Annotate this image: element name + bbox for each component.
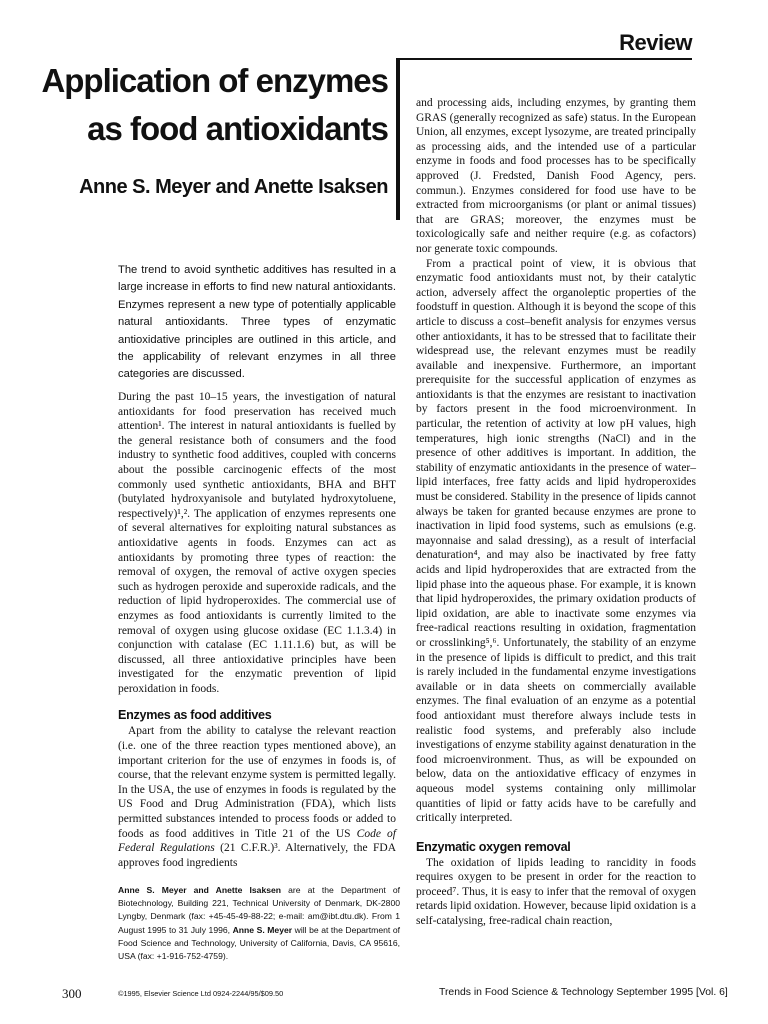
title-rule-horizontal: [396, 58, 692, 60]
food-additives-text-a: Apart from the ability to catalyse the relevant reaction (i.e. one of the three reaction types mentioned above), an important criterion for the use of enzymes in foods is, of course, that the relevant enzyme system is permitted legally. In the USA, the use of enzymes in foods is regulated by the US Food and Drug Administration (FDA), which lists permitted substances intended to process foods or added to foods as food additives in Title 21 of the US: [118, 725, 396, 840]
copyright-line: ©1995, Elsevier Science Ltd 0924-2244/95/$09.50: [118, 989, 284, 998]
section-heading-oxygen-removal: Enzymatic oxygen removal: [416, 839, 571, 854]
page-number: 300: [62, 986, 82, 1001]
article-title-line-1: Application of enzymes: [41, 62, 388, 99]
journal-citation: Trends in Food Science & Technology September 1995 [Vol. 6]: [439, 987, 728, 998]
section-label: Review: [619, 30, 692, 55]
article-title-line-2: as food antioxidants: [87, 110, 388, 147]
footnote-author-name-2: Anne S. Meyer: [232, 924, 293, 935]
gras-paragraph: and processing aids, including enzymes, by granting them GRAS (generally recognized as safe) status. In the European Union, all enzymes, except lysozyme, are treated principally as processing aids, and the intended use of a particular enzyme in foods and food processes has to be specifically approved (J. Fredsted, Danish Food Agency, pers. commun.). Enzymes considered for food use have to be extracted from microorganisms (or plant or animal tissues) that are GRAS; moreover, the enzymes must be toxicologically safe and neither require (e.g. as cofactors) nor generate toxic compounds.: [416, 97, 696, 255]
oxygen-removal-paragraph: The oxidation of lipids leading to rancidity in foods requires oxygen to be present in order for the reaction to proceed⁷. Thus, it is easy to infer that the removal of oxygen retards lipid oxidation. However, because lipid oxidation is a self-catalysing, free-radical chain reaction,: [416, 856, 696, 928]
left-column: [118, 390, 396, 870]
cfr-italic-title: Code of Federal Regulations: [118, 827, 396, 855]
section-heading-food-additives: Enzymes as food additives: [118, 708, 272, 723]
article-abstract: The trend to avoid synthetic additives has resulted in a large increase in efforts to find new natural antioxidants. Enzymes represent a new type of potentially applicable natural antioxidants. Three types of enzymatic antioxidative principles are outlined in this article, and the applicability of relevant enzymes in all three categories are discussed.: [118, 264, 396, 381]
article-authors: Anne S. Meyer and Anette Isaksen: [79, 176, 388, 198]
food-additives-paragraph: [118, 724, 396, 870]
practical-considerations-paragraph: From a practical point of view, it is obvious that enzymatic food antioxidants must not, by their catalytic action, adversely affect the organoleptic properties of the foodstuff in question. Although it is beyond the scope of this article to discuss a cost–benefit analysis for enzymes versus other antioxidants, it has to be stressed that to facilitate their widespread use, the relevant enzymes must be readily available and inexpensive. Furthermore, an important prerequisite for the successful application of enzymes as antioxidants is that the enzymes are resistant to inactivation by factors present in the food microenvironment. In particular, the retention of activity at low pH values, high temperatures, high ionic strengths (NaCl) and in the presence of other additives is important. In addition, the stability of enzymatic antioxidants in the presence of water–lipid interfaces, free fatty acids and lipid hydroperoxides must be considered. Stability in the presence of lipids cannot always be taken for granted because enzymes are prone to inactivation in lipid food systems, such as emulsions (e.g. mayonnaise and salad dressing), as a result of interfacial denaturation⁴, and may also be inactivated by free fatty acids and lipid hydroperoxides that are extracted from the lipid phase into the aqueous phase. For example, it is known that lipid hydroperoxides, the primary oxidation products of lipid oxidation, are able to inactivate some enzymes via free-radical reactions resulting in oxidation, fragmentation or crosslinking⁵,⁶. Unfortunately, the stability of an enzyme in the presence of lipids is difficult to predict, and this trait is rarely included in the fundamental enzyme investigations available or in data sheets on commercially available enzymes. The final evaluation of an enzyme as a potential food antioxidant must therefore always include tests in realistic food systems, and preferably also include investigations of enzyme stability against denaturation in the food microenvironment. Thus, as will be expounded on below, data on the antioxidative efficacy of enzymes in aqueous model systems containing only millimolar quantities of lipid or fatty acids have to be carefully and critically interpreted.: [416, 257, 696, 825]
intro-paragraph: During the past 10–15 years, the investigation of natural antioxidants for food preservation has received much attention¹. The interest in natural antioxidants is fuelled by the general resistance both of consumers and the food industry to synthetic food additives, coupled with concerns about the possible carcinogenic effects of the most commonly used synthetic antioxidants, BHA and BHT (butylated hydroxyanisole and butylated hydroxytoluene, respectively)¹,². The application of enzymes represents one of several alternatives for exploiting natural substances as antioxidative agents in foods. Enzymes can act as antioxidants by promoting three types of reaction: the removal of oxygen, the removal of active oxygen species such as hydrogen peroxide and superoxide radicals, and the reduction of lipid hydroperoxides. The commercial use of enzymes as food antioxidants is currently limited to the removal of oxygen using glucose oxidase (EC 1.1.3.4) in conjunction with catalase (EC 1.11.1.6) but, as will be discussed, all three antioxidative principles have been investigated for the enzymatic prevention of lipid peroxidation in foods.: [118, 391, 396, 695]
footnote-author-names: Anne S. Meyer and Anette Isaksen: [118, 885, 282, 895]
author-affiliation-footnote: [118, 884, 400, 963]
title-rule-vertical: [396, 58, 400, 220]
footnote-text-b: will be at the Department of Food Science and Technology, University of California, Davis, CA 95616, USA (fax: +1-916-752-4759).: [118, 924, 400, 962]
right-column: [416, 96, 696, 929]
food-additives-text-b: (21 C.F.R.)³. Alternatively, the FDA approves food ingredients: [118, 842, 396, 869]
footnote-text-a: are at the Department of Biotechnology, Building 221, Technical University of Denmark, DK-2800 Lyngby, Denmark (fax: +45-45-49-88-22; e-mail: am@ibt.dtu.dk). From 1 August 1995 to 31 July 1996,: [118, 885, 400, 935]
